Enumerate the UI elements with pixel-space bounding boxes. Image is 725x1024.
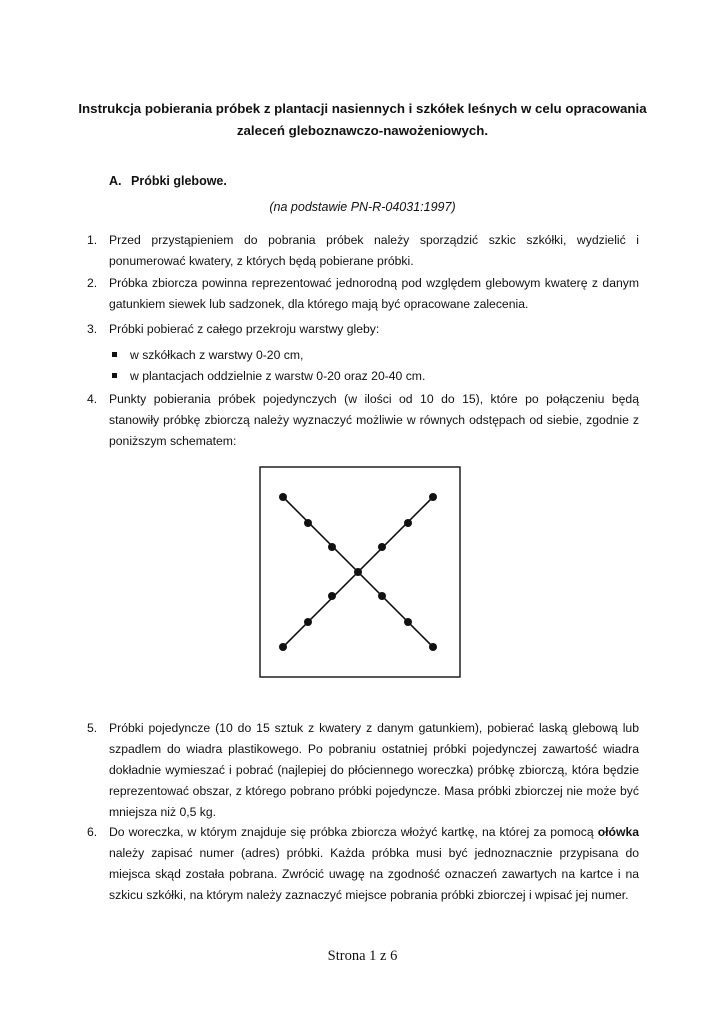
section-title: Próbki glebowe. xyxy=(131,174,227,188)
sample-point xyxy=(304,618,312,626)
depth-bullet-list xyxy=(112,345,632,387)
item-text: Punkty pobierania próbek pojedynczych (w ilości od 10 do 15), które po połączeniu będą stanowiły próbkę zbiorczą należy wyznaczyć możliwie w równych odstępach od siebie, zgodnie z poniższym schematem: xyxy=(109,392,639,448)
item-text-part: Do woreczka, w którym znajduje się próbka zbiorcza włożyć kartkę, na której za pomocą xyxy=(109,825,598,839)
bullet-item xyxy=(112,366,632,387)
sample-point xyxy=(404,519,412,527)
sample-point xyxy=(304,519,312,527)
bullet-square-icon xyxy=(112,373,117,378)
sample-point xyxy=(378,543,386,551)
item-text: Próbki pobierać z całego przekroju warstwy gleby: xyxy=(109,322,380,336)
item-text-part: należy zapisać numer (adres) próbki. Każda próbka musi być jednoznacznie przypisana do miejsca skąd została pobrana. Zwrócić uwagę na zgodność oznaczeń zawartych na kartce i na szkicu szkółki, na którym należy zaznaczyć miejsce pobrania próbki zbiorczej i wpisać jej numer. xyxy=(109,846,639,902)
list-item-1 xyxy=(87,230,639,272)
sample-point xyxy=(328,592,336,600)
section-letter: A. xyxy=(109,174,122,188)
sample-point xyxy=(279,643,287,651)
sample-point xyxy=(279,493,287,501)
list-item-5 xyxy=(87,718,639,823)
list-item-2 xyxy=(87,273,639,315)
sample-point xyxy=(354,568,362,576)
bullet-text: w plantacjach oddzielnie z warstw 0-20 oraz 20-40 cm. xyxy=(130,369,426,383)
section-heading xyxy=(109,174,227,188)
item-number: 2. xyxy=(87,276,98,290)
item-text: Próbka zbiorcza powinna reprezentować jednorodną pod względem glebowym kwaterę z danym gatunkiem siewek lub sadzonek, dla którego mają być opracowane zalecenia. xyxy=(109,276,639,311)
bullet-text: w szkółkach z warstwy 0-20 cm, xyxy=(130,348,304,362)
bullet-square-icon xyxy=(112,352,117,357)
document-title: Instrukcja pobierania próbek z plantacji nasiennych i szkółek leśnych w celu opracowania zaleceń gleboznawczo-nawożeniowych. xyxy=(78,101,647,138)
sample-point xyxy=(328,543,336,551)
item-number: 4. xyxy=(87,392,98,406)
norm-reference: (na podstawie PN-R-04031:1997) xyxy=(269,200,456,214)
bullet-item xyxy=(112,345,632,366)
list-item-4 xyxy=(87,389,639,452)
item-number: 6. xyxy=(87,825,98,839)
item-text: Przed przystąpieniem do pobrania próbek należy sporządzić szkic szkółki, wydzielić i ponumerować kwatery, z których będą pobierane próbki. xyxy=(109,233,639,268)
sample-point xyxy=(404,618,412,626)
sample-point xyxy=(378,592,386,600)
list-item-6 xyxy=(87,822,639,906)
item-text-bold: ołówka xyxy=(597,825,639,839)
page-number: Strona 1 z 6 xyxy=(327,948,398,964)
item-number: 3. xyxy=(87,322,98,336)
item-text: Próbki pojedyncze (10 do 15 sztuk z kwatery z danym gatunkiem), pobierać laską glebową lub szpadlem do wiadra plastikowego. Po pobraniu ostatniej próbki pojedynczej zawartość wiadra dokładnie wymieszać i pobrać (najlepiej do płóciennego woreczka) próbkę zbiorczą, która będzie reprezentować obszar, z którego pobrano próbki pojedyncze. Masa próbki zbiorczej nie może być mniejsza niż 0,5 kg. xyxy=(109,721,639,819)
sample-point xyxy=(429,643,437,651)
item-number: 1. xyxy=(87,233,98,247)
sampling-scheme-diagram xyxy=(259,466,461,678)
item-text xyxy=(109,822,639,906)
item-number: 5. xyxy=(87,721,98,735)
list-item-3 xyxy=(87,319,639,340)
sample-point xyxy=(429,493,437,501)
